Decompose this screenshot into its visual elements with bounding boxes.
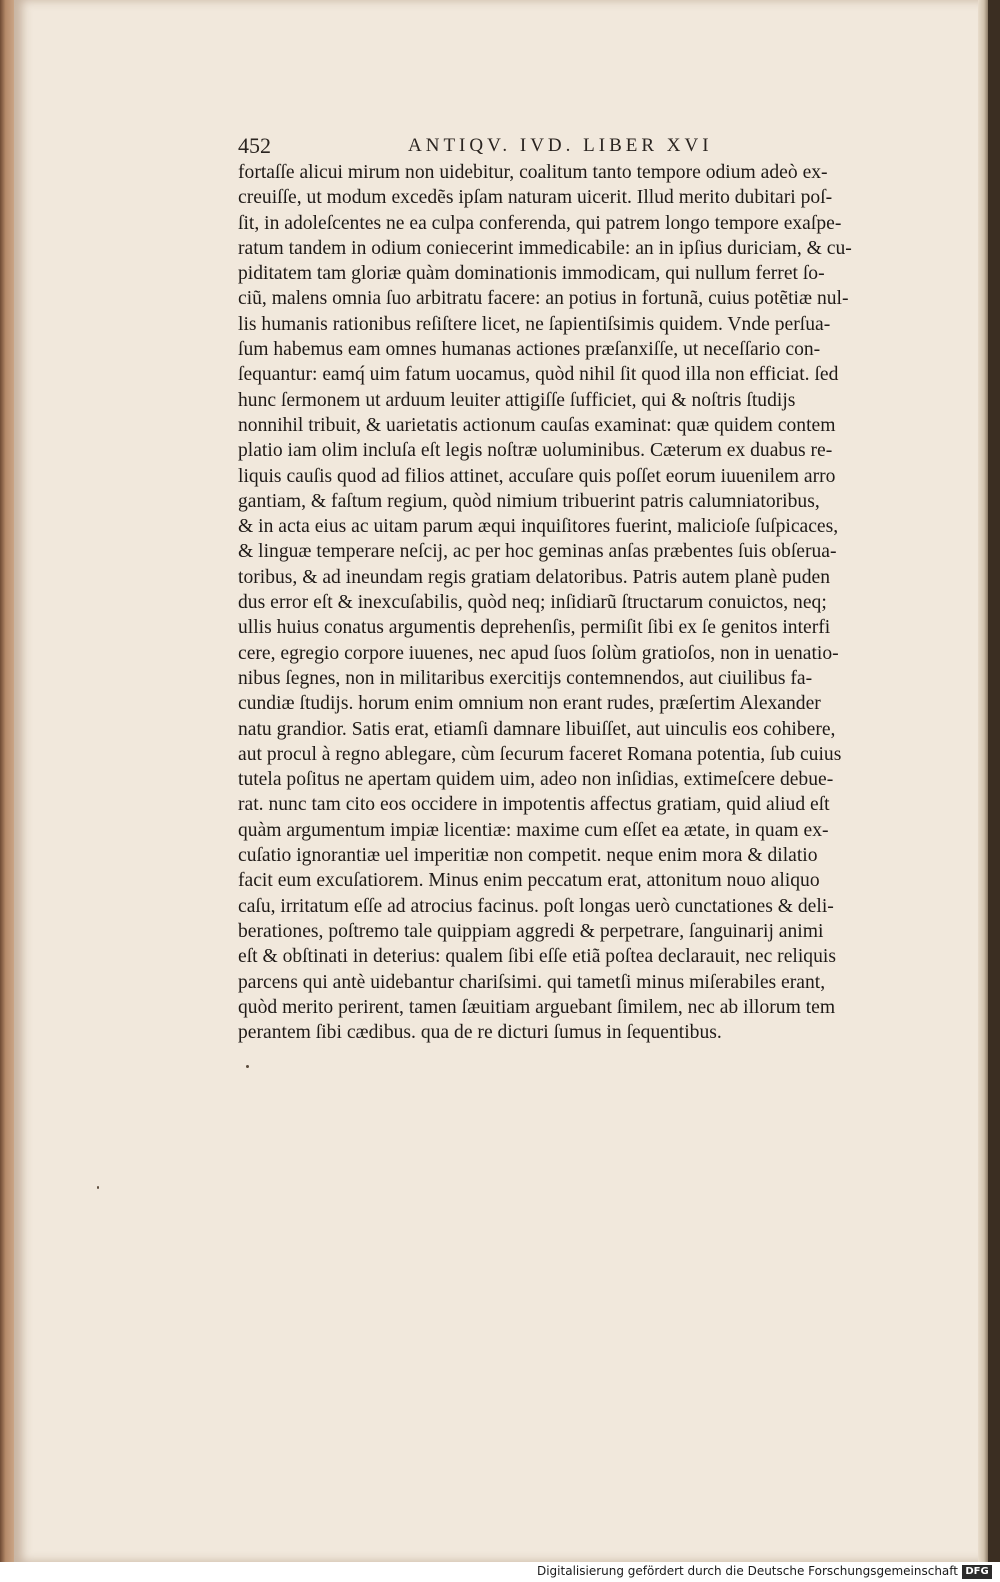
running-head: ANTIQV. IVD. LIBER XVI — [408, 135, 713, 156]
text-line: aut procul à regno ablegare, cùm ſecurum faceret Romana potentia, ſub cuius — [238, 743, 842, 765]
book-spine-edge — [0, 0, 14, 1562]
text-line: platio iam olim incluſa eſt legis noſtræ uoluminibus. Cæterum ex duabus re- — [238, 440, 833, 462]
text-line: caſu, irritatum eſſe ad atrocius facinus. poſt longas uerò cunctationes & deli- — [238, 895, 834, 917]
text-line: parcens qui antè uidebantur chariſsimi. qui tametſi minus miſerabiles erant, — [238, 971, 826, 993]
text-line: nibus ſegnes, non in militaribus exercitijs contemnendos, aut ciuilibus fa- — [238, 667, 813, 689]
text-line: facit eum excuſatiorem. Minus enim peccatum erat, attonitum nouo aliquo — [238, 870, 820, 892]
text-line: cundiæ ſtudijs. horum enim omnium non erant rudes, præſertim Alexander — [238, 693, 821, 715]
page-number: 452 — [238, 133, 271, 158]
text-line: rat. nunc tam cito eos occidere in impotentis affectus gratiam, quid aliud eſt — [238, 794, 830, 816]
paper-speck — [97, 1186, 99, 1189]
scan-margin — [988, 0, 1000, 1562]
text-line: piditatem tam gloriæ quàm dominationis immodicam, qui nullum ferret ſo- — [238, 263, 825, 285]
text-line: cuſatio ignorantiæ uel imperitiæ non competit. neque enim mora & dilatio — [238, 845, 818, 867]
text-line: ciũ, malens omnia ſuo arbitratu facere: an potius in fortunã, cuius potẽtiæ nul- — [238, 288, 849, 310]
digitization-credit: Digitalisierung gefördert durch die Deutsche Forschungsgemeinschaft — [536, 1564, 958, 1578]
text-line: tutela poſitus ne apertam quidem uim, adeo non inſidias, extimeſcere debue- — [238, 769, 834, 791]
text-line: gantiam, & faſtum regium, quòd nimium tribuerint patris calumniatoribus, — [238, 490, 820, 512]
text-line: eſt & obſtinati in deterius: qualem ſibi eſſe etiã poſtea declarauit, nec reliquis — [238, 946, 836, 968]
text-line: dus error eſt & inexcuſabilis, quòd neq; inſidiarũ ſtructarum conuictos, neq; — [238, 592, 827, 614]
text-line: natu grandior. Satis erat, etiamſi damnare libuiſſet, aut uinculis eos cohibere, — [238, 718, 836, 740]
text-line: ſequantur: eamq́ uim fatum uocamus, quòd nihil ſit quod illa non efficiat. ſed — [238, 364, 839, 386]
page-fore-edge — [978, 0, 988, 1562]
text-line: quòd merito perirent, tamen ſæuitiam arguebant ſimilem, nec ab illorum tem — [238, 996, 836, 1018]
text-line: & in acta eius ac uitam parum æqui inquiſitores fuerint, malicioſe ſuſpicaces, — [238, 516, 839, 538]
text-line: & linguæ temperare neſcij, ac per hoc geminas anſas præbentes ſuis obſerua- — [238, 541, 837, 563]
text-line: cere, egregio corpore iuuenes, nec apud ſuos ſolùm gratioſos, non in uenatio- — [238, 642, 839, 664]
text-line: nonnihil tribuit, & uarietatis actionum cauſas examinat: quæ quidem contem — [238, 414, 836, 436]
page-header — [238, 133, 898, 159]
text-line: creuiſſe, ut modum excedẽs ipſam naturam uicerit. Illud merito dubitari poſ- — [238, 187, 833, 209]
text-line: ratum tandem in odium coniecerint immedicabile: an in ipſius duriciam, & cu- — [238, 237, 852, 259]
text-line: berationes, poſtremo tale quippiam aggredi & perpetrare, ſanguinarij animi — [238, 920, 824, 942]
text-line: ullis huius conatus argumentis deprehenſis, permiſit ſibi ex ſe genitos interfi — [238, 617, 831, 639]
text-line: ſit, in adoleſcentes ne ea culpa conferenda, qui patrem longo tempore exaſpe- — [238, 212, 842, 234]
text-line: fortaſſe alicui mirum non uidebitur, coalitum tanto tempore odium adeò ex- — [238, 162, 828, 183]
text-line: hunc ſermonem ut arduum leuiter attigiſſe ſufficiet, qui & noſtris ſtudijs — [238, 389, 796, 411]
text-line: liquis cauſis quod ad filios attinet, accuſare quis poſſet eorum iuuenilem arro — [238, 465, 836, 487]
text-line: ſum habemus eam omnes humanas actiones præſanxiſſe, ut neceſſario con- — [238, 339, 821, 361]
dfg-logo: DFG — [962, 1565, 992, 1579]
footer-bar — [0, 1562, 1000, 1582]
paper-speck — [246, 1065, 249, 1068]
text-line: toribus, & ad ineundam regis gratiam delatoribus. Patris autem planè puden — [238, 566, 831, 588]
text-line: quàm argumentum impiæ licentiæ: maxime cum eſſet ea ætate, in quam ex- — [238, 819, 829, 841]
body-text — [238, 160, 906, 1045]
text-line: perantem ſibi cædibus. qua de re dicturi ſumus in ſequentibus. — [238, 1022, 722, 1044]
text-line: lis humanis rationibus reſiſtere licet, ne ſapientiſsimis quidem. Vnde perſua- — [238, 313, 831, 335]
